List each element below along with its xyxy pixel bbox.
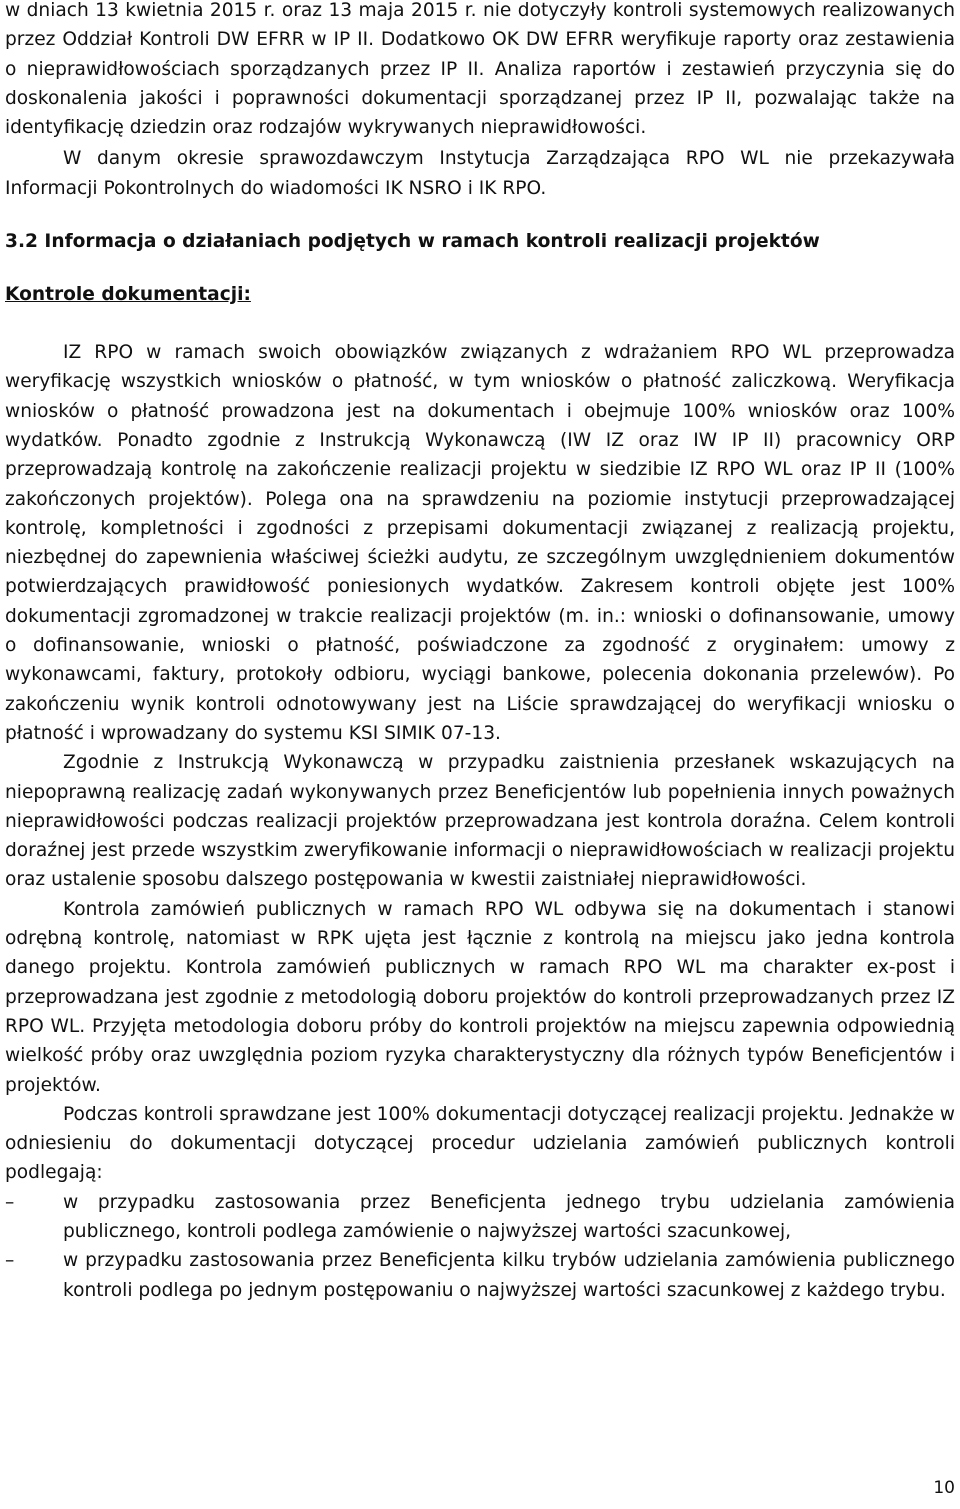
control-scope-list bbox=[5, 1188, 955, 1305]
paragraph-public-procurement: Kontrola zamówień publicznych w ramach RPO WL odbywa się na dokumentach i stanowi odrębną kontrolę, natomiast w RPK ujęta jest łącznie z kontrolą na miejscu jako jedna kontrola danego projektu. Kontrola zamówień publicznych w ramach RPO WL ma charakter ex-post i przeprowadzana jest zgodnie z metodologią doboru projektów do kontroli przeprowadzanych przez IZ RPO WL. Przyjęta metodologia doboru próby do kontroli projektów na miejscu zapewnia odpowiednią wielkość próby oraz uwzględnia poziom ryzyka charakterystyczny dla różnych typów Beneficjentów i projektów. bbox=[5, 898, 955, 1096]
paragraph-intro: w dniach 13 kwietnia 2015 r. oraz 13 maja 2015 r. nie dotyczyły kontroli systemowych realizowanych przez Oddział Kontroli DW EFRR w IP II. Dodatkowo OK DW EFRR weryfikuje raporty oraz zestawienia o nieprawidłowościach sporządzanych przez IP II. Analiza raportów i zestawień przyczynia się do doskonalenia jakości i poprawności dokumentacji sporządzanej przez IP II, pozwalając także na identyfikację dziedzin oraz rodzajów wykrywanych nieprawidłowości. bbox=[5, 0, 955, 139]
paragraph-documentation-scope: Podczas kontroli sprawdzane jest 100% dokumentacji dotyczącej realizacji projektu. Jednakże w odniesieniu do dokumentacji dotyczącej procedur udzielania zamówień publicznych kontroli podlegają: bbox=[5, 1103, 955, 1184]
page-number: 10 bbox=[933, 1478, 955, 1498]
paragraph-ad-hoc-control: Zgodnie z Instrukcją Wykonawczą w przypadku zaistnienia przesłanek wskazujących na niepoprawną realizację zadań wykonywanych przez Beneficjentów lub popełnienia innych poważnych nieprawidłowości podczas realizacji projektów przeprowadzana jest kontrola doraźna. Celem kontroli doraźnej jest przede wszystkim zweryfikowanie informacji o nieprawidłowościach w realizacji projektu oraz ustalenie sposobu dalszego postępowania w kwestii zaistniałej nieprawidłowości. bbox=[5, 752, 955, 891]
list-item-text: w przypadku zastosowania przez Beneficjenta jednego trybu udzielania zamówienia publicznego, kontroli podlega zamówienie o najwyższej wartości szacunkowej, bbox=[63, 1191, 955, 1242]
subsection-heading: Kontrole dokumentacji: bbox=[5, 284, 251, 306]
dash-bullet: – bbox=[5, 1191, 15, 1213]
dash-bullet: – bbox=[5, 1250, 15, 1272]
list-item-text: w przypadku zastosowania przez Beneficjenta kilku trybów udzielania zamówienia publicznego kontroli podlega po jednym postępowaniu o najwyższej wartości szacunkowej z każdego trybu. bbox=[63, 1250, 955, 1301]
list-item bbox=[5, 1246, 955, 1305]
list-item bbox=[5, 1188, 955, 1247]
section-heading: 3.2 Informacja o działaniach podjętych w ramach kontroli realizacji projektów bbox=[5, 231, 820, 253]
section-body bbox=[5, 338, 955, 1305]
paragraph-reporting-period: W danym okresie sprawozdawczym Instytucja Zarządzająca RPO WL nie przekazywała Informacji Pokontrolnych do wiadomości IK NSRO i IK RPO. bbox=[5, 148, 955, 199]
document-page bbox=[5, 0, 955, 1305]
paragraph-payment-verification: IZ RPO w ramach swoich obowiązków związanych z wdrażaniem RPO WL przeprowadza weryfikację wszystkich wniosków o płatność, w tym wniosków o płatność zaliczkową. Weryfikacja wniosków o płatność prowadzona jest na dokumentach i obejmuje 100% wniosków oraz 100% wydatków. Ponadto zgodnie z Instrukcją Wykonawczą (IW IZ oraz IW IP II) pracownicy ORP przeprowadzają kontrolę na zakończenie realizacji projektu w siedzibie IZ RPO WL oraz IP II (100% zakończonych projektów). Polega ona na sprawdzeniu na poziomie instytucji przeprowadzającej kontrolę, kompletności i zgodności z przepisami dokumentacji związanej z realizacją projektu, niezbędnej do zapewnienia właściwej ścieżki audytu, ze szczególnym uwzględnieniem dokumentów potwierdzających prawidłowość poniesionych wydatków. Zakresem kontroli objęte jest 100% dokumentacji zgromadzonej w trakcie realizacji projektów (m. in.: wnioski o dofinansowanie, umowy o dofinansowanie, wnioski o płatność, poświadczone za zgodność z oryginałem: umowy z wykonawcami, faktury, protokoły odbioru, wyciągi bankowe, polecenia dokonania przelewów). Po zakończeniu wynik kontroli odnotowywany jest na Liście sprawdzającej do weryfikacji wniosku o płatność i wprowadzany do systemu KSI SIMIK 07-13. bbox=[5, 342, 955, 744]
